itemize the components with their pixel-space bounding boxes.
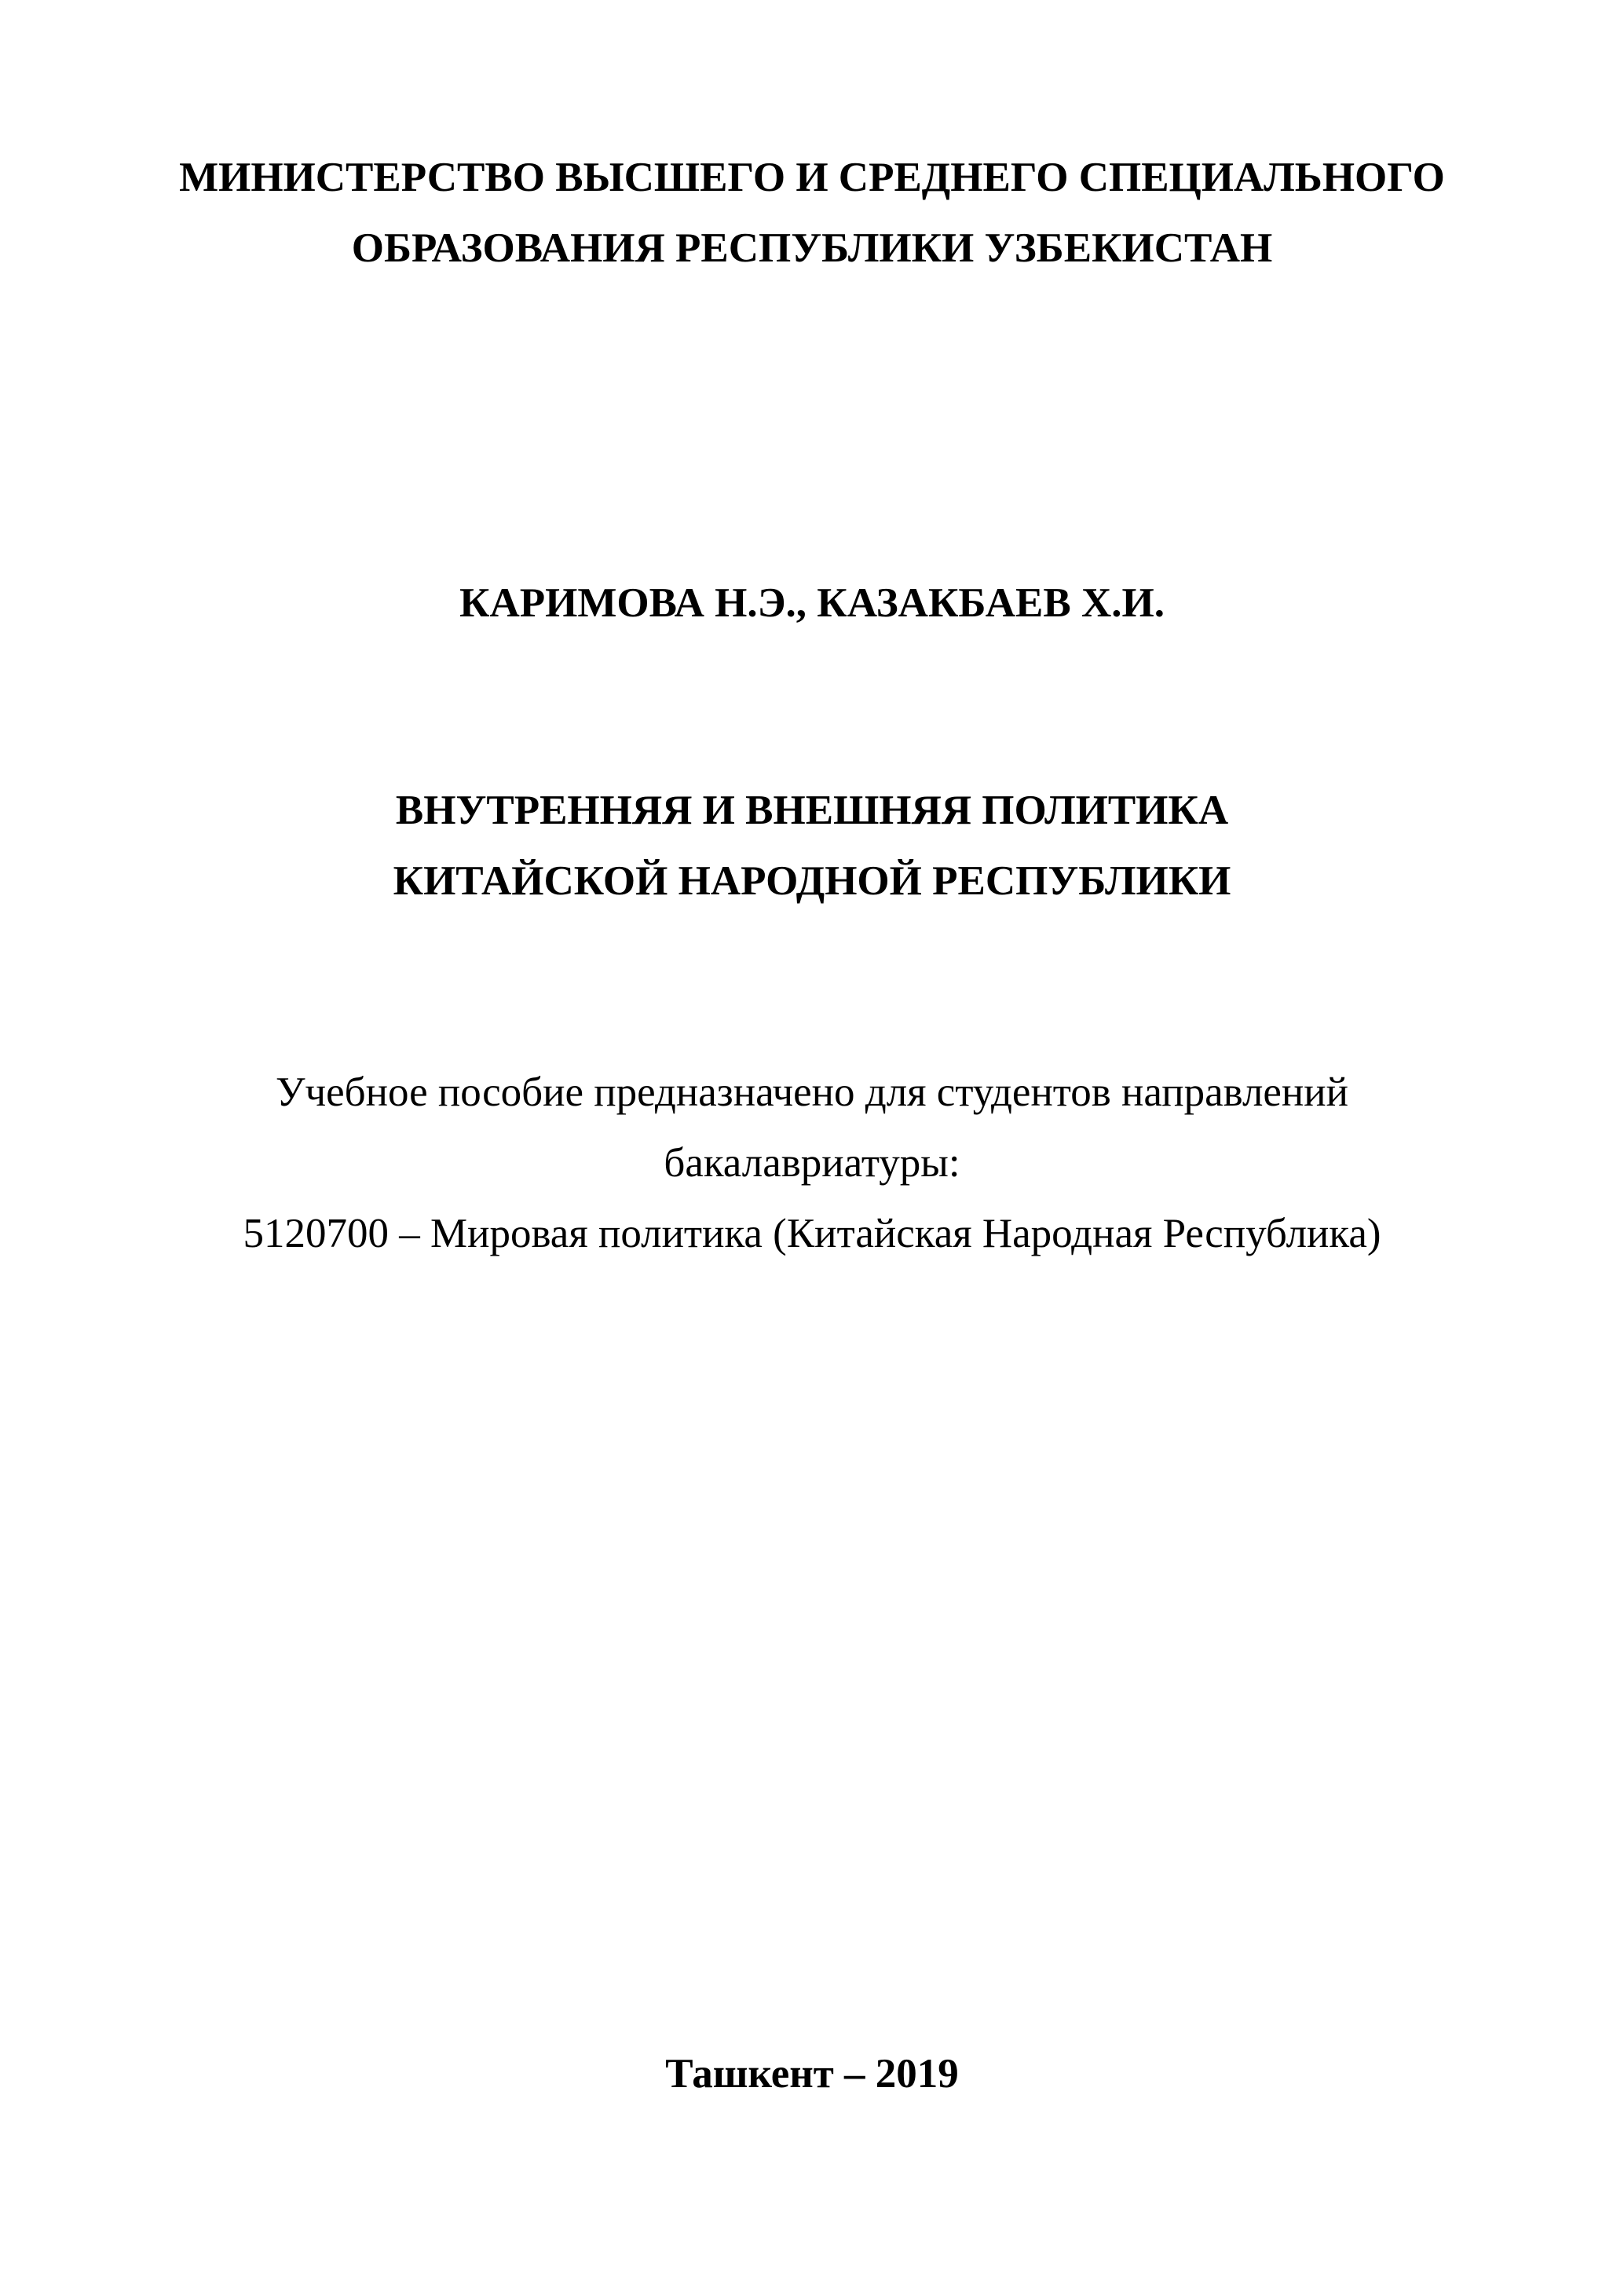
- title-line-2: КИТАЙСКОЙ НАРОДНОЙ РЕСПУБЛИКИ: [393, 858, 1231, 904]
- city-year: Ташкент – 2019: [665, 2051, 959, 2097]
- title-line-1: ВНУТРЕННЯЯ И ВНЕШНЯЯ ПОЛИТИКА: [395, 788, 1229, 833]
- description-line-1: Учебное пособие предназначено для студентов направлений: [275, 1069, 1349, 1115]
- ministry-line-1: МИНИСТЕРСТВО ВЫСШЕГО И СРЕДНЕГО СПЕЦИАЛЬНОГО: [179, 155, 1445, 200]
- authors: КАРИМОВА Н.Э., КАЗАКБАЕВ Х.И.: [459, 580, 1165, 626]
- description-line-2: бакалавриатуры:: [664, 1140, 960, 1186]
- description-line-3: 5120700 – Мировая политика (Китайская Народная Республика): [243, 1211, 1381, 1256]
- ministry-line-2: ОБРАЗОВАНИЯ РЕСПУБЛИКИ УЗБЕКИСТАН: [351, 225, 1273, 271]
